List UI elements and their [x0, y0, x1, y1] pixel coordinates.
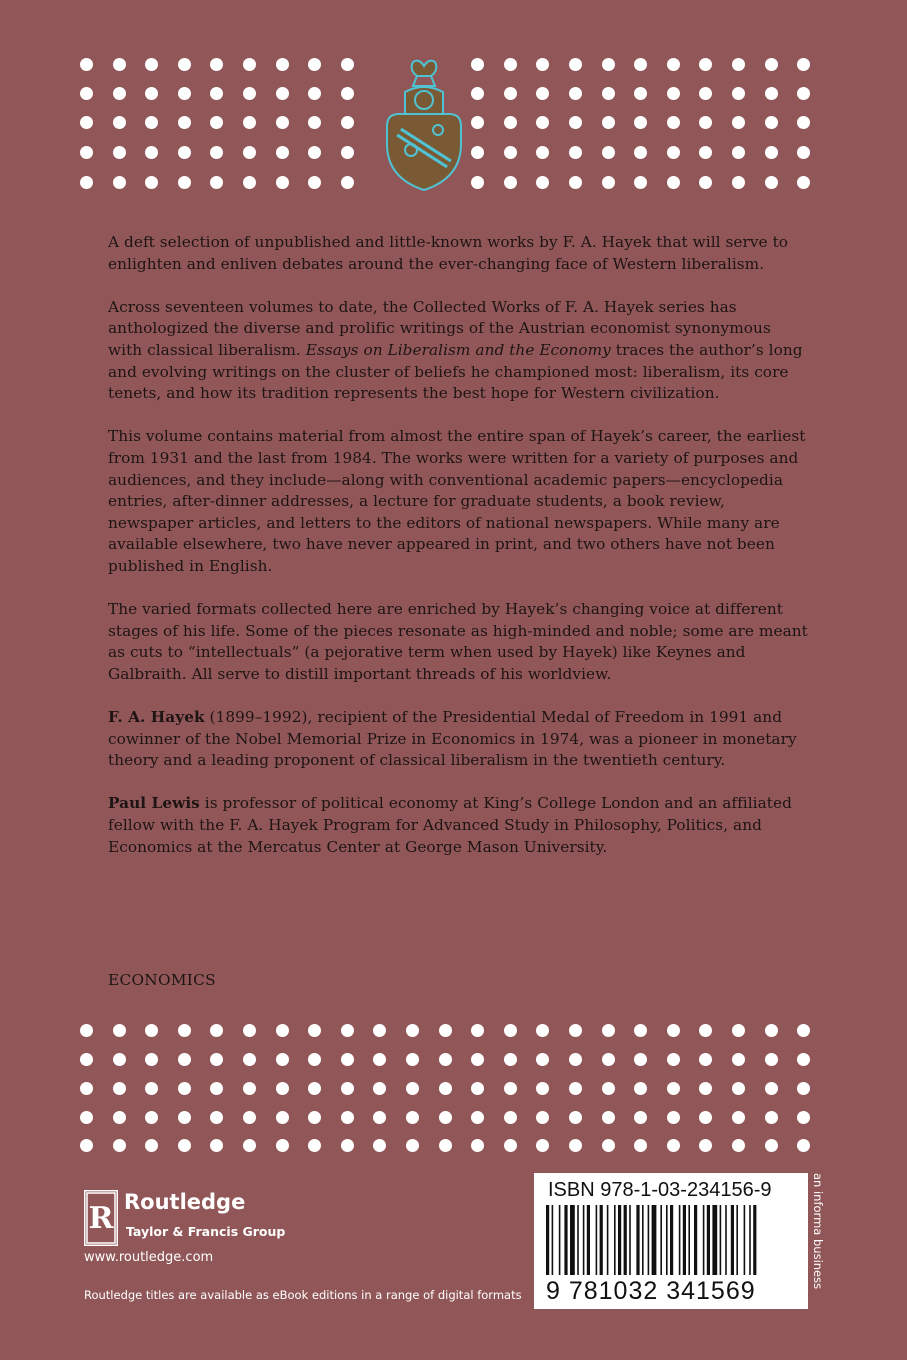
dot	[569, 1024, 582, 1037]
dot	[471, 1053, 484, 1066]
dot	[145, 146, 158, 159]
dot	[308, 1024, 321, 1037]
dot	[406, 1053, 419, 1066]
barcode-bar	[694, 1205, 697, 1275]
barcode-bar	[688, 1205, 690, 1275]
barcode-bar	[642, 1205, 644, 1275]
logo-letter: R	[88, 1201, 114, 1236]
dot	[341, 1024, 354, 1037]
dot	[602, 116, 615, 129]
dot	[276, 58, 289, 71]
publisher-url[interactable]: www.routledge.com	[84, 1250, 214, 1265]
dot	[602, 87, 615, 100]
dot	[308, 1139, 321, 1152]
dot	[667, 116, 680, 129]
barcode-bar	[670, 1205, 673, 1275]
dot	[569, 58, 582, 71]
dot	[178, 1139, 191, 1152]
dot	[471, 58, 484, 71]
barcode-bar	[564, 1205, 567, 1275]
dot	[765, 1053, 778, 1066]
dot	[732, 146, 745, 159]
dot	[341, 58, 354, 71]
dot	[634, 176, 647, 189]
barcode-bar	[559, 1205, 561, 1275]
dot	[243, 1139, 256, 1152]
coat-of-arms-emblem	[383, 56, 465, 194]
blurb-paragraph-4: The varied formats collected here are enriched by Hayek’s changing voice at different stages of his life. Some of the pieces resonate as high-minded and noble; some are meant as cuts to “intellectuals” (a pejorative term when used by Hayek) like Keynes and Galbraith. All serve to distill important threads of his worldview.	[108, 600, 808, 683]
dot	[634, 146, 647, 159]
barcode-bar	[629, 1205, 631, 1275]
dot	[602, 176, 615, 189]
book-title: Essays on Liberalism and the Economy	[305, 340, 611, 359]
blurb-text	[108, 232, 808, 880]
barcode-bar	[624, 1205, 627, 1275]
routledge-r-icon	[84, 1190, 118, 1246]
dot	[536, 87, 549, 100]
barcode-bar	[570, 1205, 575, 1275]
dot	[113, 176, 126, 189]
dot	[341, 146, 354, 159]
dot	[145, 176, 158, 189]
dot	[699, 1111, 712, 1124]
dot	[504, 116, 517, 129]
barcode-bar	[636, 1205, 639, 1275]
dot	[569, 146, 582, 159]
dot	[536, 116, 549, 129]
dot	[341, 1139, 354, 1152]
barcode-bar	[577, 1205, 579, 1275]
dot	[145, 116, 158, 129]
dot	[113, 1053, 126, 1066]
dot	[145, 1053, 158, 1066]
dot	[308, 116, 321, 129]
dot	[243, 1053, 256, 1066]
dot	[634, 1139, 647, 1152]
dot	[732, 58, 745, 71]
dot	[276, 1082, 289, 1095]
dot	[602, 58, 615, 71]
dot	[699, 176, 712, 189]
dot	[276, 1139, 289, 1152]
dot	[406, 1024, 419, 1037]
author-name: F. A. Hayek	[108, 708, 205, 727]
dot	[471, 87, 484, 100]
blurb-paragraph-2: Across seventeen volumes to date, the Collected Works of F. A. Hayek series has anthologized the diverse and prolific writings of the Austrian economist synonymous with classical liberalism. Essays on Liberalism and the Economy traces the author’s long and evolving writings on the cluster of beliefs he championed most: liberalism, its core tenets, and how its tradition represents the best hope for Western civilization.	[108, 297, 803, 403]
dot	[80, 1082, 93, 1095]
dot	[765, 116, 778, 129]
dot	[373, 1139, 386, 1152]
dot	[504, 1024, 517, 1037]
dot	[732, 116, 745, 129]
barcode-bar	[736, 1205, 738, 1275]
dot	[145, 58, 158, 71]
author-bio: F. A. Hayek (1899–1992), recipient of the Presidential Medal of Freedom in 1991 and cowinner of the Nobel Memorial Prize in Economics in 1974, was a pioneer in monetary theory and a leading proponent of classical liberalism in the twentieth century.	[108, 708, 797, 770]
dot	[341, 176, 354, 189]
barcode-bar	[648, 1205, 650, 1275]
dot	[732, 87, 745, 100]
dot	[634, 116, 647, 129]
dot	[80, 1111, 93, 1124]
dot	[178, 1082, 191, 1095]
dot	[569, 1139, 582, 1152]
dot	[439, 1082, 452, 1095]
dot	[699, 116, 712, 129]
dot	[797, 1053, 810, 1066]
dot	[667, 176, 680, 189]
dot	[145, 1082, 158, 1095]
dot	[210, 146, 223, 159]
dot	[341, 1111, 354, 1124]
publisher-name: Routledge	[124, 1190, 246, 1214]
dot	[634, 1111, 647, 1124]
dot	[765, 176, 778, 189]
dot	[276, 87, 289, 100]
blurb-paragraph-1: A deft selection of unpublished and little-known works by F. A. Hayek that will serve to enlighten and enliven debates around the ever-changing face of Western liberalism.	[108, 233, 789, 273]
dot	[308, 1111, 321, 1124]
dot	[797, 146, 810, 159]
barcode-bar	[652, 1205, 657, 1275]
dot	[797, 1111, 810, 1124]
barcode-bar	[596, 1205, 598, 1275]
dot	[276, 116, 289, 129]
dot	[634, 1053, 647, 1066]
dot	[145, 1024, 158, 1037]
dot	[341, 1082, 354, 1095]
dot	[504, 1111, 517, 1124]
barcode-bar	[725, 1205, 727, 1275]
dot	[210, 116, 223, 129]
dot	[699, 87, 712, 100]
dot	[276, 146, 289, 159]
dot	[471, 1024, 484, 1037]
dot	[504, 146, 517, 159]
informa-tagline: an informa business	[811, 1173, 825, 1290]
dot	[634, 1082, 647, 1095]
dot	[504, 1053, 517, 1066]
dot	[602, 1111, 615, 1124]
dot	[210, 1053, 223, 1066]
dot	[765, 1111, 778, 1124]
dot	[113, 1024, 126, 1037]
dot	[210, 176, 223, 189]
dot	[765, 1139, 778, 1152]
ebook-note: Routledge titles are available as eBook editions in a range of digital formats	[84, 1288, 522, 1302]
barcode-bar	[618, 1205, 621, 1275]
dot	[732, 1082, 745, 1095]
dot	[569, 176, 582, 189]
dot	[667, 1111, 680, 1124]
dot	[569, 1111, 582, 1124]
dot	[308, 1082, 321, 1095]
dot	[210, 1082, 223, 1095]
dot	[765, 1082, 778, 1095]
dot	[732, 1024, 745, 1037]
dot	[178, 58, 191, 71]
barcode-bar	[683, 1205, 686, 1275]
dot	[80, 116, 93, 129]
editor-bio: Paul Lewis is professor of political economy at King’s College London and an affiliated fellow with the F. A. Hayek Program for Advanced Study in Philosophy, Politics, and Economics at the Mercatus Center at George Mason University.	[108, 794, 792, 856]
dot	[276, 176, 289, 189]
dot	[797, 58, 810, 71]
dot	[765, 1024, 778, 1037]
dot	[406, 1082, 419, 1095]
dot	[536, 58, 549, 71]
dot	[276, 1024, 289, 1037]
dot	[536, 146, 549, 159]
dot	[471, 1082, 484, 1095]
barcode-bar	[607, 1205, 609, 1275]
dot	[732, 1139, 745, 1152]
dot	[536, 1082, 549, 1095]
dot	[602, 1053, 615, 1066]
dot	[145, 87, 158, 100]
dot	[504, 87, 517, 100]
dot	[80, 146, 93, 159]
dot	[732, 176, 745, 189]
editor-name: Paul Lewis	[108, 794, 200, 813]
barcode-bar	[600, 1205, 603, 1275]
dot	[210, 87, 223, 100]
barcode-bar	[707, 1205, 710, 1275]
dot	[699, 1139, 712, 1152]
dot	[504, 1082, 517, 1095]
dot	[504, 1139, 517, 1152]
dot	[243, 176, 256, 189]
dot	[569, 1082, 582, 1095]
dot	[504, 176, 517, 189]
dot	[276, 1053, 289, 1066]
barcode-bar	[712, 1205, 717, 1275]
dot	[765, 58, 778, 71]
dot	[471, 146, 484, 159]
dot	[373, 1024, 386, 1037]
dot	[178, 176, 191, 189]
dot	[471, 176, 484, 189]
dot	[471, 1111, 484, 1124]
dot	[797, 1139, 810, 1152]
barcode-bar	[749, 1205, 751, 1275]
dot	[569, 1053, 582, 1066]
dot	[113, 1139, 126, 1152]
dot	[243, 116, 256, 129]
barcode-bar	[666, 1205, 668, 1275]
subject-category: ECONOMICS	[108, 971, 216, 989]
dot	[80, 1024, 93, 1037]
dot	[373, 1053, 386, 1066]
dot	[178, 146, 191, 159]
dot	[536, 176, 549, 189]
dot	[210, 58, 223, 71]
dot	[667, 1053, 680, 1066]
dot	[80, 87, 93, 100]
dot	[797, 176, 810, 189]
dot	[341, 1053, 354, 1066]
dot	[569, 87, 582, 100]
dot	[308, 1053, 321, 1066]
dot	[406, 1139, 419, 1152]
dot	[667, 1139, 680, 1152]
dot	[634, 1024, 647, 1037]
dot	[634, 58, 647, 71]
dot	[667, 87, 680, 100]
dot	[667, 146, 680, 159]
dot	[439, 1111, 452, 1124]
dot	[113, 1082, 126, 1095]
dot	[732, 1053, 745, 1066]
barcode-bar	[744, 1205, 746, 1275]
dot	[80, 58, 93, 71]
dot	[113, 58, 126, 71]
dot	[765, 146, 778, 159]
dot	[210, 1024, 223, 1037]
dot	[145, 1139, 158, 1152]
dot	[145, 1111, 158, 1124]
dot	[602, 146, 615, 159]
dot	[341, 116, 354, 129]
dot	[667, 58, 680, 71]
isbn-digits: 9 781032 341569	[546, 1277, 756, 1305]
dot	[308, 176, 321, 189]
dot	[634, 87, 647, 100]
dot	[797, 1024, 810, 1037]
dot	[243, 1082, 256, 1095]
bottom-dot-pattern	[0, 1010, 907, 1150]
dot	[699, 1053, 712, 1066]
dot	[602, 1139, 615, 1152]
dot	[80, 176, 93, 189]
dot	[797, 116, 810, 129]
dot	[341, 87, 354, 100]
publisher-group: Taylor & Francis Group	[126, 1224, 286, 1239]
dot	[178, 116, 191, 129]
dot	[80, 1053, 93, 1066]
dot	[536, 1139, 549, 1152]
dot	[732, 1111, 745, 1124]
isbn-barcode	[534, 1173, 808, 1309]
dot	[243, 146, 256, 159]
dot	[243, 1024, 256, 1037]
dot	[243, 1111, 256, 1124]
dot	[113, 1111, 126, 1124]
dot	[602, 1024, 615, 1037]
dot	[80, 1139, 93, 1152]
dot	[308, 87, 321, 100]
dot	[113, 87, 126, 100]
dot	[178, 87, 191, 100]
dot	[797, 87, 810, 100]
dot	[797, 1082, 810, 1095]
dot	[765, 87, 778, 100]
dot	[439, 1053, 452, 1066]
dot	[536, 1111, 549, 1124]
dot	[210, 1139, 223, 1152]
barcode-bar	[583, 1205, 585, 1275]
barcode-bar	[660, 1205, 662, 1275]
dot	[178, 1053, 191, 1066]
dot	[667, 1024, 680, 1037]
dot	[569, 116, 582, 129]
dot	[308, 58, 321, 71]
blurb-paragraph-3: This volume contains material from almost the entire span of Hayek’s career, the earliest from 1931 and the last from 1984. The works were written for a variety of purposes and audiences, and they include—along with conventional academic papers—encyclopedia entries, after-dinner addresses, a lecture for graduate students, a book review, newspaper articles, and letters to the editors of national newspapers. While many are available elsewhere, two have never appeared in print, and two others have not been published in English.	[108, 427, 806, 575]
dot	[602, 1082, 615, 1095]
dot	[243, 58, 256, 71]
dot	[471, 1139, 484, 1152]
dot	[536, 1053, 549, 1066]
dot	[276, 1111, 289, 1124]
dot	[178, 1111, 191, 1124]
dot	[699, 58, 712, 71]
dot	[113, 146, 126, 159]
dot	[667, 1082, 680, 1095]
dot	[373, 1111, 386, 1124]
dot	[536, 1024, 549, 1037]
barcode-bar	[720, 1205, 722, 1275]
dot	[699, 1082, 712, 1095]
barcode-bar	[679, 1205, 681, 1275]
dot	[439, 1139, 452, 1152]
dot	[243, 87, 256, 100]
dot	[699, 146, 712, 159]
barcode-bar	[703, 1205, 705, 1275]
dot	[439, 1024, 452, 1037]
dot	[308, 146, 321, 159]
barcode-bar	[614, 1205, 616, 1275]
isbn-label: ISBN 978-1-03-234156-9	[548, 1179, 772, 1201]
barcode-bar	[587, 1205, 590, 1275]
barcode-bar	[731, 1205, 734, 1275]
dot	[373, 1082, 386, 1095]
dot	[504, 58, 517, 71]
dot	[210, 1111, 223, 1124]
dot	[406, 1111, 419, 1124]
dot	[471, 116, 484, 129]
barcode-bar	[546, 1205, 549, 1275]
dot	[113, 116, 126, 129]
barcode-bar	[753, 1205, 756, 1275]
dot	[699, 1024, 712, 1037]
dot	[178, 1024, 191, 1037]
barcode-bar	[552, 1205, 554, 1275]
